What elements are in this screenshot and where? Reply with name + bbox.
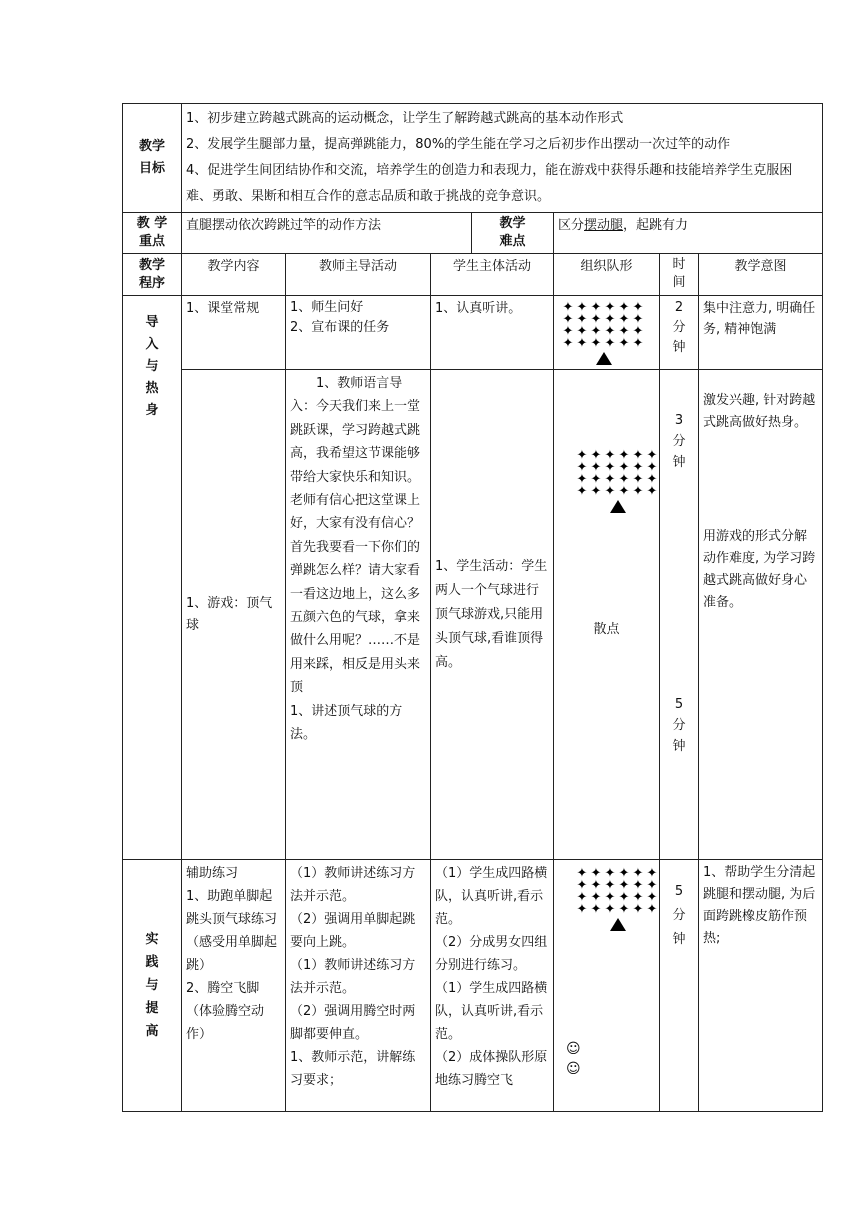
four-point-star-icon: ✦ <box>576 890 588 905</box>
four-point-star-icon: ✦ <box>646 902 658 917</box>
student-cell: 1、学生活动：学生两人一个气球进行顶气球游戏,只能用头顶气球,看谁顶得高。 <box>431 370 554 860</box>
goals-cell <box>182 104 823 213</box>
four-point-star-icon: ✦ <box>604 472 616 487</box>
time-a: 3 分 钟 <box>672 413 686 470</box>
four-point-star-icon: ✦ <box>576 312 588 327</box>
difficulty-text <box>554 213 823 254</box>
smiley-icon: ☺ <box>566 1041 581 1057</box>
four-point-star-icon: ✦ <box>618 878 630 893</box>
triangle-icon <box>610 918 626 931</box>
four-point-star-icon: ✦ <box>646 448 658 463</box>
four-point-star-icon: ✦ <box>576 866 588 881</box>
goals-row <box>123 104 823 213</box>
four-point-star-icon: ✦ <box>604 460 616 475</box>
four-point-star-icon: ✦ <box>576 336 588 351</box>
four-point-star-icon: ✦ <box>632 866 644 881</box>
difficulty-underlined: 摆动腿 <box>584 218 624 233</box>
intent-b: 用游戏的形式分解动作难度, 为学习跨越式跳高做好身心准备。 <box>703 529 816 610</box>
time-b: 5 分 钟 <box>672 697 686 754</box>
table-row <box>123 860 823 1112</box>
triangle-icon <box>596 352 612 365</box>
four-point-star-icon: ✦ <box>590 484 602 499</box>
four-point-star-icon: ✦ <box>632 902 644 917</box>
four-point-star-icon: ✦ <box>576 448 588 463</box>
four-point-star-icon: ✦ <box>632 460 644 475</box>
goals-header: 教学 目标 <box>123 104 182 213</box>
four-point-star-icon: ✦ <box>562 300 574 315</box>
difficulty-part: ，起跳有力 <box>623 218 689 233</box>
teacher-cell: （1）教师讲述练习方法并示范。 （2）强调用单脚起跳要向上跳。 （1）教师讲述练习方法并示范。 （2）强调用腾空时两脚都要伸直。 1、教师示范，讲解练习要求； <box>286 860 431 1112</box>
four-point-star-icon: ✦ <box>576 472 588 487</box>
four-point-star-icon: ✦ <box>646 460 658 475</box>
four-point-star-icon: ✦ <box>604 890 616 905</box>
four-point-star-icon: ✦ <box>590 324 602 339</box>
four-point-star-icon: ✦ <box>604 878 616 893</box>
four-point-star-icon: ✦ <box>604 312 616 327</box>
four-point-star-icon: ✦ <box>590 312 602 327</box>
table-row <box>123 370 823 860</box>
four-point-star-icon: ✦ <box>618 312 630 327</box>
four-point-star-icon: ✦ <box>590 472 602 487</box>
four-point-star-icon: ✦ <box>632 890 644 905</box>
content-cell: 1、课堂常规 <box>182 296 286 370</box>
goal-item: 1、初步建立跨越式跳高的运动概念，让学生了解跨越式跳高的基本动作形式 <box>186 111 624 126</box>
four-point-star-icon: ✦ <box>618 460 630 475</box>
triangle-icon <box>610 500 626 513</box>
teacher-cell: 1、师生问好 2、宣布课的任务 <box>286 296 431 370</box>
four-point-star-icon: ✦ <box>590 902 602 917</box>
four-point-star-icon: ✦ <box>576 460 588 475</box>
time-cell <box>660 370 699 860</box>
four-point-star-icon: ✦ <box>590 336 602 351</box>
student-formation-grid <box>576 448 658 499</box>
four-point-star-icon: ✦ <box>646 866 658 881</box>
four-point-star-icon: ✦ <box>604 300 616 315</box>
keypoints-row <box>123 213 823 254</box>
four-point-star-icon: ✦ <box>618 472 630 487</box>
four-point-star-icon: ✦ <box>632 472 644 487</box>
content-cell: 1、游戏：顶气球 <box>182 370 286 860</box>
four-point-star-icon: ✦ <box>618 902 630 917</box>
four-point-star-icon: ✦ <box>632 324 644 339</box>
formation-cell <box>554 860 660 1112</box>
four-point-star-icon: ✦ <box>590 448 602 463</box>
four-point-star-icon: ✦ <box>590 460 602 475</box>
time-cell: 5 分 钟 <box>660 860 699 1112</box>
four-point-star-icon: ✦ <box>632 300 644 315</box>
formation-cell <box>554 296 660 370</box>
col-intent: 教学意图 <box>699 254 823 296</box>
four-point-star-icon: ✦ <box>632 336 644 351</box>
four-point-star-icon: ✦ <box>576 484 588 499</box>
col-teacher: 教师主导活动 <box>286 254 431 296</box>
four-point-star-icon: ✦ <box>562 312 574 327</box>
four-point-star-icon: ✦ <box>618 866 630 881</box>
student-formation-grid <box>562 302 655 349</box>
difficulty-header: 教学 难点 <box>472 213 554 254</box>
intent-cell: 集中注意力, 明确任务, 精神饱满 <box>699 296 823 370</box>
col-student: 学生主体活动 <box>431 254 554 296</box>
focus-header: 教 学 重点 <box>123 213 182 254</box>
four-point-star-icon: ✦ <box>618 448 630 463</box>
four-point-star-icon: ✦ <box>604 484 616 499</box>
four-point-star-icon: ✦ <box>646 878 658 893</box>
column-header-row <box>123 254 823 296</box>
four-point-star-icon: ✦ <box>576 324 588 339</box>
four-point-star-icon: ✦ <box>632 312 644 327</box>
four-point-star-icon: ✦ <box>604 336 616 351</box>
lesson-plan-table <box>122 103 823 1112</box>
four-point-star-icon: ✦ <box>590 866 602 881</box>
four-point-star-icon: ✦ <box>618 890 630 905</box>
col-time: 时 间 <box>660 254 699 296</box>
section-practice: 实 践 与 提 高 <box>123 860 182 1112</box>
four-point-star-icon: ✦ <box>632 484 644 499</box>
intent-a: 激发兴趣, 针对跨越式跳高做好热身。 <box>703 393 816 430</box>
four-point-star-icon: ✦ <box>646 890 658 905</box>
difficulty-part: 区分 <box>558 218 585 233</box>
four-point-star-icon: ✦ <box>590 878 602 893</box>
four-point-star-icon: ✦ <box>632 878 644 893</box>
col-content: 教学内容 <box>182 254 286 296</box>
four-point-star-icon: ✦ <box>576 902 588 917</box>
formation-label: 散点 <box>593 622 620 637</box>
four-point-star-icon: ✦ <box>646 484 658 499</box>
student-formation-grid <box>576 866 658 917</box>
student-cell: 1、认真听讲。 <box>431 296 554 370</box>
four-point-star-icon: ✦ <box>590 300 602 315</box>
four-point-star-icon: ✦ <box>604 448 616 463</box>
four-point-star-icon: ✦ <box>618 484 630 499</box>
col-formation: 组织队形 <box>554 254 660 296</box>
time-cell: 2 分 钟 <box>660 296 699 370</box>
student-cell: （1）学生成四路横队，认真听讲,看示范。 （2）分成男女四组分别进行练习。 （1）学生成四路横队，认真听讲,看示范。 （2）成体操队形原地练习腾空飞 <box>431 860 554 1112</box>
four-point-star-icon: ✦ <box>562 336 574 351</box>
intent-cell: 1、帮助学生分清起跳腿和摆动腿, 为后面跨跳橡皮筋作预热; <box>699 860 823 1112</box>
four-point-star-icon: ✦ <box>590 890 602 905</box>
formation-cell <box>554 370 660 860</box>
intent-cell <box>699 370 823 860</box>
section-warmup: 导 入 与 热 身 <box>123 296 182 860</box>
four-point-star-icon: ✦ <box>632 448 644 463</box>
goal-item: 4、促进学生间团结协作和交流，培养学生的创造力和表现力，能在游戏中获得乐趣和技能培养学生克服困难、勇敢、果断和相互合作的意志品质和敢于挑战的竞争意识。 <box>186 163 793 204</box>
four-point-star-icon: ✦ <box>604 866 616 881</box>
four-point-star-icon: ✦ <box>576 300 588 315</box>
four-point-star-icon: ✦ <box>576 878 588 893</box>
col-program: 教学 程序 <box>123 254 182 296</box>
four-point-star-icon: ✦ <box>604 902 616 917</box>
four-point-star-icon: ✦ <box>618 300 630 315</box>
goal-item: 2、发展学生腿部力量，提高弹跳能力，80%的学生能在学习之后初步作出摆动一次过竿的动作 <box>186 137 731 152</box>
smiley-icon: ☺ <box>566 1061 581 1077</box>
four-point-star-icon: ✦ <box>618 324 630 339</box>
table-row <box>123 296 823 370</box>
four-point-star-icon: ✦ <box>618 336 630 351</box>
content-cell: 辅助练习 1、助跑单脚起跳头顶气球练习（感受用单脚起跳） 2、腾空飞脚（体验腾空动作） <box>182 860 286 1112</box>
four-point-star-icon: ✦ <box>646 472 658 487</box>
four-point-star-icon: ✦ <box>604 324 616 339</box>
focus-text: 直腿摆动依次跨跳过竿的动作方法 <box>182 213 472 254</box>
teacher-cell: 1、教师语言导入：今天我们来上一堂跳跃课，学习跨越式跳高，我希望这节课能够带给大家快乐和知识。老师有信心把这堂课上好，大家有没有信心？首先我要看一下你们的弹跳怎么样？请大家看一看这边地上，这么多五颜六色的气球，拿来做什么用呢？……不是用来踩，相反是用头来顶 1、讲述顶气球的方法。 <box>286 370 431 860</box>
four-point-star-icon: ✦ <box>562 324 574 339</box>
